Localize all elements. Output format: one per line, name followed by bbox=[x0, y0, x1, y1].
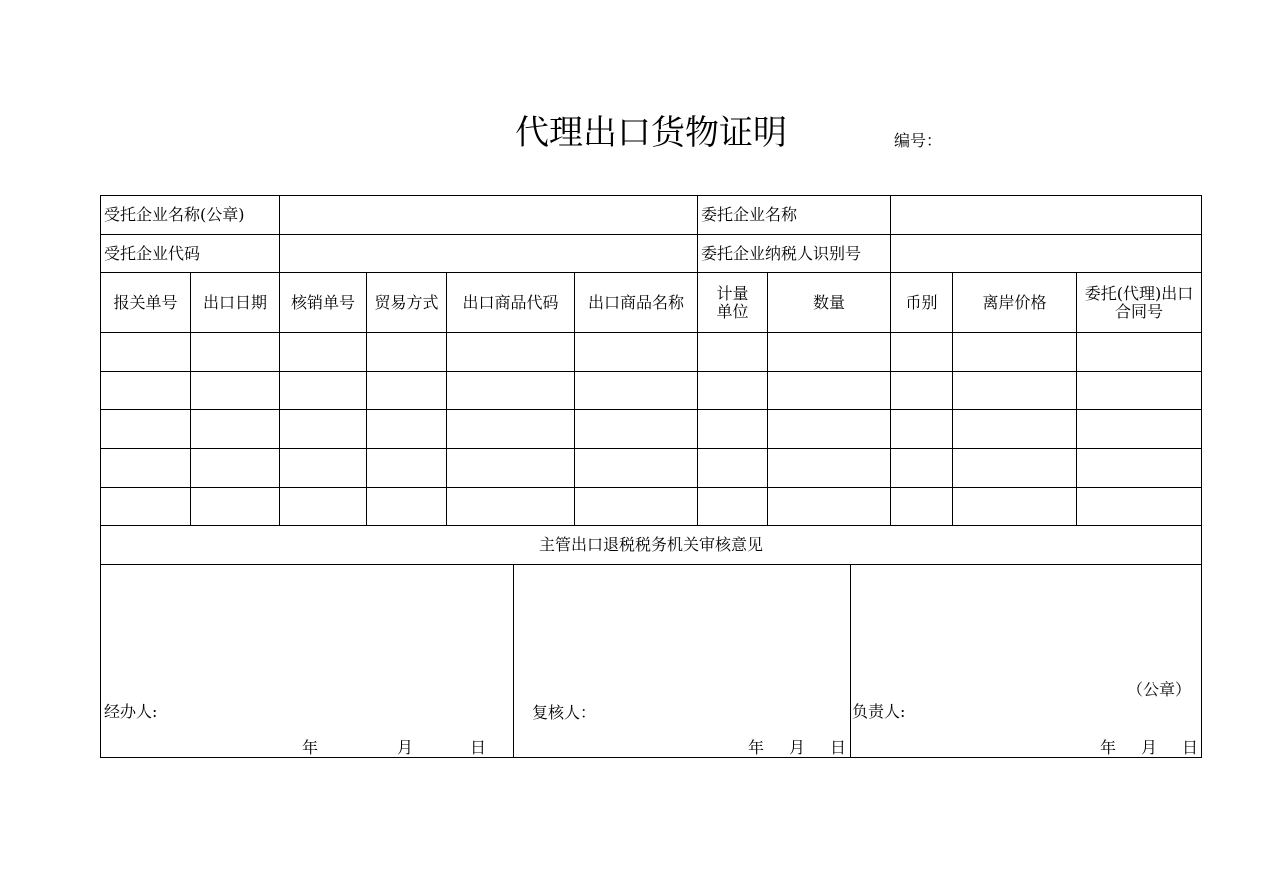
goods-table-cell[interactable] bbox=[574, 448, 698, 488]
goods-table-cell[interactable] bbox=[190, 487, 280, 526]
date-day-label: 日 bbox=[830, 738, 847, 757]
header-commodity-name: 出口商品名称 bbox=[574, 272, 698, 333]
goods-table-cell[interactable] bbox=[890, 448, 953, 488]
header-contract-no: 委托(代理)出口 合同号 bbox=[1076, 272, 1202, 333]
goods-table-cell[interactable] bbox=[279, 371, 367, 410]
agent-company-code-label: 受托企业代码 bbox=[100, 234, 280, 273]
goods-table-cell[interactable] bbox=[190, 448, 280, 488]
reviewer-label: 复核人： bbox=[532, 703, 597, 722]
header-commodity-code: 出口商品代码 bbox=[446, 272, 575, 333]
date-year-label: 年 bbox=[748, 738, 765, 757]
agent-company-name-field[interactable] bbox=[279, 195, 698, 235]
principal-company-name-label: 委托企业名称 bbox=[697, 195, 891, 235]
goods-table-cell[interactable] bbox=[190, 371, 280, 410]
goods-table-cell[interactable] bbox=[100, 448, 191, 488]
goods-table-cell[interactable] bbox=[952, 487, 1077, 526]
goods-table-cell[interactable] bbox=[767, 409, 891, 449]
date-month-label: 月 bbox=[1141, 738, 1158, 757]
table-row bbox=[100, 409, 1202, 449]
official-seal-label: （公章） bbox=[1127, 680, 1192, 699]
date-year-label: 年 bbox=[1100, 738, 1117, 757]
header-currency: 币别 bbox=[890, 272, 953, 333]
responsible-person-label: 负责人: bbox=[852, 702, 906, 721]
goods-table-cell[interactable] bbox=[446, 332, 575, 372]
goods-table-cell[interactable] bbox=[574, 409, 698, 449]
date-day-label: 日 bbox=[470, 738, 487, 757]
goods-table-cell[interactable] bbox=[952, 332, 1077, 372]
header-quantity: 数量 bbox=[767, 272, 891, 333]
review-opinion-title: 主管出口退税税务机关审核意见 bbox=[100, 525, 1202, 565]
goods-table-cell[interactable] bbox=[190, 332, 280, 372]
goods-table-cell[interactable] bbox=[100, 409, 191, 449]
goods-table-cell[interactable] bbox=[767, 448, 891, 488]
goods-table-cell[interactable] bbox=[574, 371, 698, 410]
export-proof-form-table bbox=[100, 195, 1202, 758]
goods-table-cell[interactable] bbox=[366, 371, 447, 410]
agent-company-name-label: 受托企业名称(公章) bbox=[100, 195, 280, 235]
agent-company-code-field[interactable] bbox=[279, 234, 698, 273]
goods-table-cell[interactable] bbox=[446, 448, 575, 488]
principal-taxpayer-id-label: 委托企业纳税人识别号 bbox=[697, 234, 891, 273]
header-trade-mode: 贸易方式 bbox=[366, 272, 447, 333]
table-row bbox=[100, 448, 1202, 488]
goods-table-cell[interactable] bbox=[1076, 487, 1202, 526]
header-verification-no: 核销单号 bbox=[279, 272, 367, 333]
responsible-person-signature-block[interactable] bbox=[850, 564, 1202, 758]
date-day-label: 日 bbox=[1182, 738, 1199, 757]
goods-table-cell[interactable] bbox=[446, 371, 575, 410]
goods-table-cell[interactable] bbox=[366, 448, 447, 488]
goods-table-cell[interactable] bbox=[279, 409, 367, 449]
goods-table-cell[interactable] bbox=[366, 487, 447, 526]
table-row bbox=[100, 332, 1202, 372]
goods-table-cell[interactable] bbox=[574, 332, 698, 372]
goods-table-cell[interactable] bbox=[100, 332, 191, 372]
header-unit: 计量 单位 bbox=[697, 272, 768, 333]
goods-table-cell[interactable] bbox=[100, 371, 191, 410]
date-month-label: 月 bbox=[397, 738, 414, 757]
info-row bbox=[100, 195, 1202, 235]
header-export-date: 出口日期 bbox=[190, 272, 280, 333]
goods-table-cell[interactable] bbox=[952, 371, 1077, 410]
goods-table-cell[interactable] bbox=[1076, 448, 1202, 488]
goods-table-cell[interactable] bbox=[279, 448, 367, 488]
header-customs-declaration-no: 报关单号 bbox=[100, 272, 191, 333]
goods-table-cell[interactable] bbox=[952, 448, 1077, 488]
table-row bbox=[100, 487, 1202, 526]
goods-table-cell[interactable] bbox=[1076, 371, 1202, 410]
goods-table-cell[interactable] bbox=[100, 487, 191, 526]
goods-table-cell[interactable] bbox=[697, 448, 768, 488]
goods-table-cell[interactable] bbox=[697, 487, 768, 526]
handler-label: 经办人: bbox=[104, 702, 158, 721]
goods-table-cell[interactable] bbox=[697, 332, 768, 372]
goods-table-cell[interactable] bbox=[446, 487, 575, 526]
info-row bbox=[100, 234, 1202, 273]
reviewer-signature-block[interactable] bbox=[513, 564, 851, 758]
table-row bbox=[100, 371, 1202, 410]
goods-table-cell[interactable] bbox=[890, 371, 953, 410]
goods-table-cell[interactable] bbox=[446, 409, 575, 449]
date-year-label: 年 bbox=[302, 738, 319, 757]
goods-table-cell[interactable] bbox=[697, 409, 768, 449]
goods-table-cell[interactable] bbox=[890, 409, 953, 449]
goods-table-cell[interactable] bbox=[767, 487, 891, 526]
handler-signature-block[interactable] bbox=[100, 564, 514, 758]
page-title: 代理出口货物证明 bbox=[515, 113, 787, 153]
goods-table-cell[interactable] bbox=[767, 332, 891, 372]
serial-number-label: 编号： bbox=[894, 131, 943, 150]
goods-table-cell[interactable] bbox=[574, 487, 698, 526]
goods-table-cell[interactable] bbox=[952, 409, 1077, 449]
goods-table-cell[interactable] bbox=[697, 371, 768, 410]
goods-table-cell[interactable] bbox=[890, 487, 953, 526]
goods-table-cell[interactable] bbox=[279, 487, 367, 526]
goods-table-cell[interactable] bbox=[890, 332, 953, 372]
goods-table-cell[interactable] bbox=[767, 371, 891, 410]
principal-company-name-field[interactable] bbox=[890, 195, 1202, 235]
table-header-row bbox=[100, 272, 1202, 333]
goods-table-cell[interactable] bbox=[1076, 409, 1202, 449]
goods-table-cell[interactable] bbox=[279, 332, 367, 372]
goods-table-cell[interactable] bbox=[366, 409, 447, 449]
goods-table-cell[interactable] bbox=[366, 332, 447, 372]
principal-taxpayer-id-field[interactable] bbox=[890, 234, 1202, 273]
goods-table-cell[interactable] bbox=[1076, 332, 1202, 372]
goods-table-cell[interactable] bbox=[190, 409, 280, 449]
header-fob-price: 离岸价格 bbox=[952, 272, 1077, 333]
date-month-label: 月 bbox=[789, 738, 806, 757]
